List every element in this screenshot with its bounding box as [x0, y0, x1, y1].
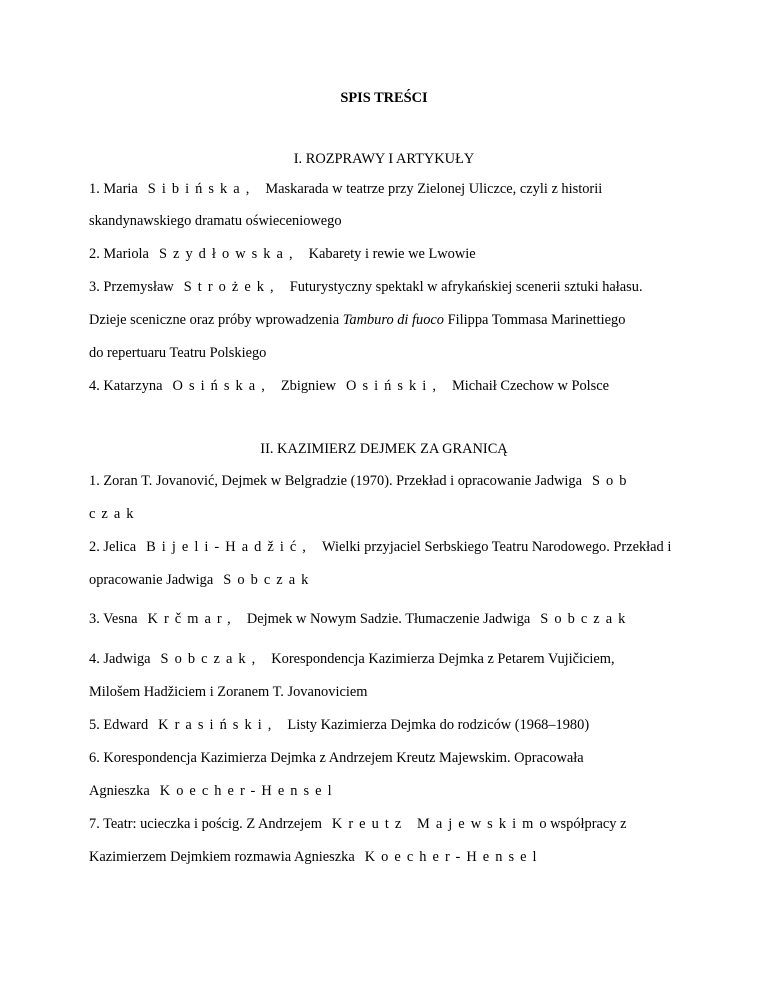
author-name: Bijeli-Hadžić,: [146, 539, 312, 555]
author-name: Sibińska,: [147, 181, 256, 197]
entry-text: o współpracy z: [539, 816, 627, 832]
entry-title: Dejmek w Nowym Sadzie. Tłumaczenie Jadwiga: [246, 611, 531, 627]
entry-title-part: Dzieje sceniczne oraz próby wprowadzenia: [89, 312, 340, 328]
toc-entry-1-2: [89, 245, 476, 263]
entry-text: Kazimierzem Dejmkiem rozmawia Agnieszka: [89, 849, 355, 865]
author-name: Osińska,: [172, 378, 271, 394]
translator-name: Sob: [591, 473, 633, 489]
entry-title: Kabarety i rewie we Lwowie: [308, 246, 476, 262]
entry-title-italic: Tamburo di fuoco: [342, 312, 445, 328]
author-name: Osiński,: [346, 378, 442, 394]
entry-number: 4. Katarzyna: [89, 378, 163, 394]
toc-entry-2-7-cont: [89, 848, 543, 866]
entry-text: 7. Teatr: ucieczka i pościg. Z Andrzejem: [89, 816, 322, 832]
toc-entry-1-1: [89, 180, 602, 198]
interviewer-name: Koecher-Hensel: [364, 849, 543, 865]
entry-title: Futurystyczny spektakl w afrykańskiej scenerii sztuki hałasu.: [289, 279, 643, 295]
toc-entry-2-6-cont: [89, 782, 338, 800]
interviewee-name: Kreutz Majewskim: [331, 816, 540, 832]
toc-entry-2-1: [89, 472, 633, 490]
toc-entry-2-7: [89, 815, 626, 833]
entry-number: 4. Jadwiga: [89, 651, 151, 667]
author-first-name: Zbigniew: [280, 378, 337, 394]
toc-entry-1-3-cont2: do repertuaru Teatru Polskiego: [89, 345, 267, 361]
section-heading-1: I. ROZPRAWY I ARTYKUŁY: [293, 151, 475, 167]
entry-text: 1. Zoran T. Jovanović, Dejmek w Belgradzie (1970). Przekład i opracowanie Jadwiga: [89, 473, 582, 489]
entry-title: Maskarada w teatrze przy Zielonej Uliczce, czyli z historii: [265, 181, 603, 197]
entry-title: Michaił Czechow w Polsce: [452, 378, 610, 394]
author-name: Krčmar,: [147, 611, 237, 627]
editor-first-name: Agnieszka: [89, 783, 150, 799]
entry-number: 5. Edward: [89, 717, 149, 733]
toc-entry-2-2: [89, 538, 671, 556]
toc-entry-2-4-cont: Milošem Hadžiciem i Zoranem T. Jovanoviciem: [89, 684, 368, 700]
toc-entry-2-5: [89, 716, 589, 734]
editor-name: Koecher-Hensel: [159, 783, 338, 799]
entry-title-part: Filippa Tommasa Marinettiego: [447, 312, 626, 328]
entry-text: opracowanie Jadwiga: [89, 572, 214, 588]
author-name: Szydłowska,: [158, 246, 299, 262]
toc-entry-1-1-cont: skandynawskiego dramatu oświeceniowego: [89, 213, 342, 229]
toc-entry-2-3: [89, 610, 631, 628]
toc-entry-1-4: [89, 377, 609, 395]
entry-title: Listy Kazimierza Dejmka do rodziców (1968–1980): [287, 717, 590, 733]
page-title: SPIS TREŚCI: [340, 90, 428, 106]
author-name: Strożek,: [183, 279, 280, 295]
toc-entry-2-1-cont: czak: [89, 506, 140, 522]
translator-name: Sobczak: [223, 572, 315, 588]
author-name: Krasiński,: [158, 717, 278, 733]
toc-entry-1-3: [89, 278, 643, 296]
section-heading-2: II. KAZIMIERZ DEJMEK ZA GRANICĄ: [260, 441, 508, 457]
toc-entry-2-4: [89, 650, 615, 668]
toc-entry-1-3-cont: [89, 311, 625, 329]
entry-title: Korespondencja Kazimierza Dejmka z Petarem Vujičiciem,: [271, 651, 615, 667]
translator-name: Sobczak: [540, 611, 632, 627]
entry-number: 2. Jelica: [89, 539, 137, 555]
toc-entry-2-6: 6. Korespondencja Kazimierza Dejmka z Andrzejem Kreutz Majewskim. Opracowała: [89, 750, 584, 766]
entry-number: 2. Mariola: [89, 246, 149, 262]
entry-number: 1. Maria: [89, 181, 138, 197]
entry-number: 3. Vesna: [89, 611, 138, 627]
toc-entry-2-2-cont: [89, 571, 314, 589]
entry-title: Wielki przyjaciel Serbskiego Teatru Narodowego. Przekład i: [321, 539, 672, 555]
entry-number: 3. Przemysław: [89, 279, 174, 295]
author-name: Sobczak,: [160, 651, 262, 667]
